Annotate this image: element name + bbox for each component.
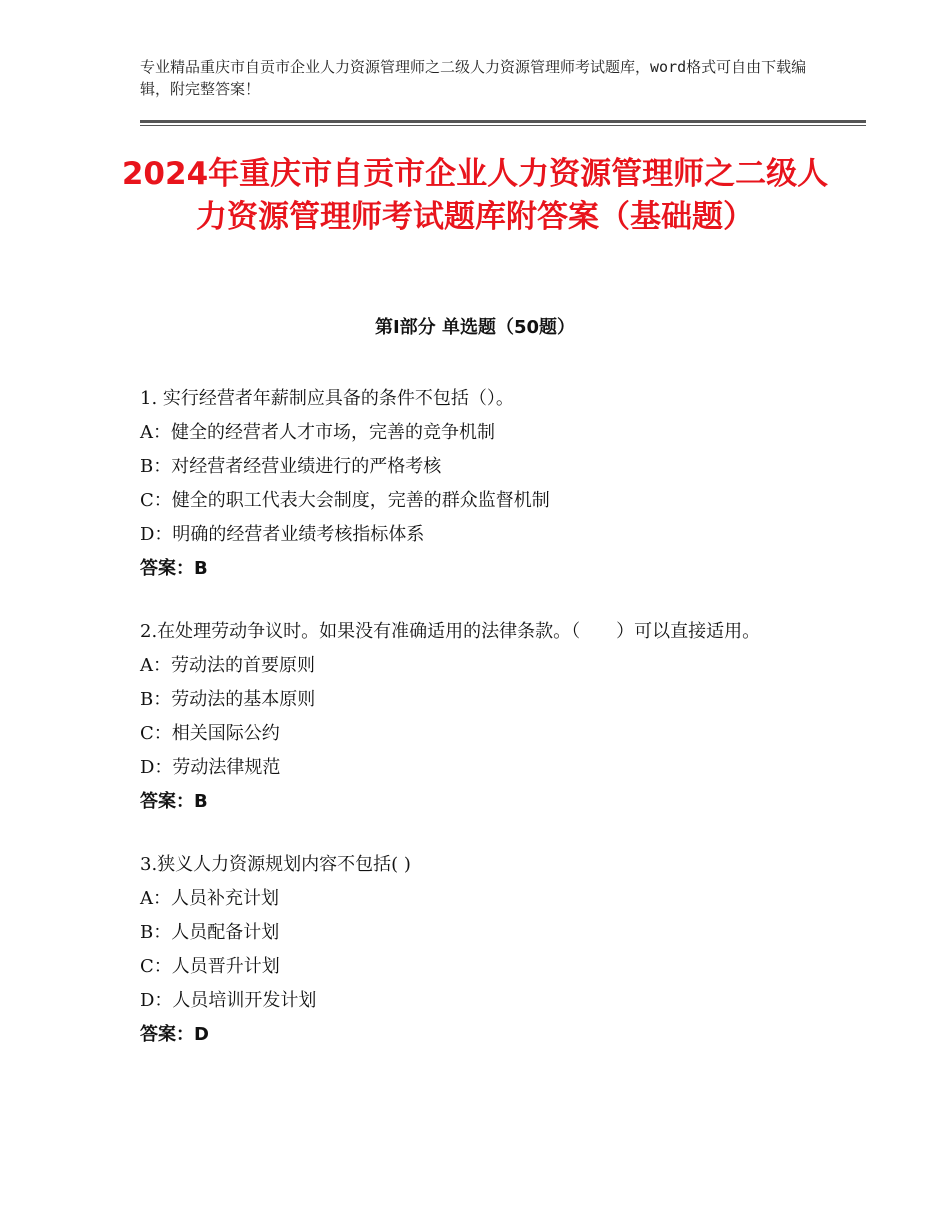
option-a: A：劳动法的首要原则	[140, 655, 315, 676]
option-b: B：劳动法的基本原则	[140, 689, 316, 710]
answer: 答案：B	[140, 558, 208, 579]
header-divider-thick	[140, 120, 866, 123]
section-title: 第Ⅰ部分 单选题（50题）	[374, 317, 575, 338]
question-text: 3.狭义人力资源规划内容不包括( )	[140, 854, 411, 875]
question-2	[140, 615, 820, 819]
option-a: A：健全的经营者人才市场，完善的竞争机制	[140, 422, 495, 443]
question-text: 2.在处理劳动争议时。如果没有准确适用的法律条款。（ ）可以直接适用。	[140, 621, 761, 642]
question-text: 1. 实行经营者年薪制应具备的条件不包括（）。	[140, 388, 514, 409]
question-3	[140, 848, 820, 1052]
question-list	[140, 382, 820, 1052]
answer: 答案：D	[140, 1024, 209, 1045]
question-1	[140, 382, 820, 586]
answer: 答案：B	[140, 791, 208, 812]
header-divider-thin	[140, 125, 866, 126]
option-a: A：人员补充计划	[140, 888, 279, 909]
option-d: D：明确的经营者业绩考核指标体系	[140, 524, 425, 545]
option-c: C：健全的职工代表大会制度，完善的群众监督机制	[140, 490, 550, 511]
option-c: C：相关国际公约	[140, 723, 280, 744]
option-c: C：人员晋升计划	[140, 956, 280, 977]
document-title: 2024年重庆市自贡市企业人力资源管理师之二级人力资源管理师考试题库附答案（基础题）	[121, 156, 829, 235]
header-note: 专业精品重庆市自贡市企业人力资源管理师之二级人力资源管理师考试题库，word格式可自由下载编辑，附完整答案！	[140, 58, 807, 98]
option-d: D：人员培训开发计划	[140, 990, 317, 1011]
option-b: B：人员配备计划	[140, 922, 280, 943]
option-b: B：对经营者经营业绩进行的严格考核	[140, 456, 442, 477]
option-d: D：劳动法律规范	[140, 757, 281, 778]
